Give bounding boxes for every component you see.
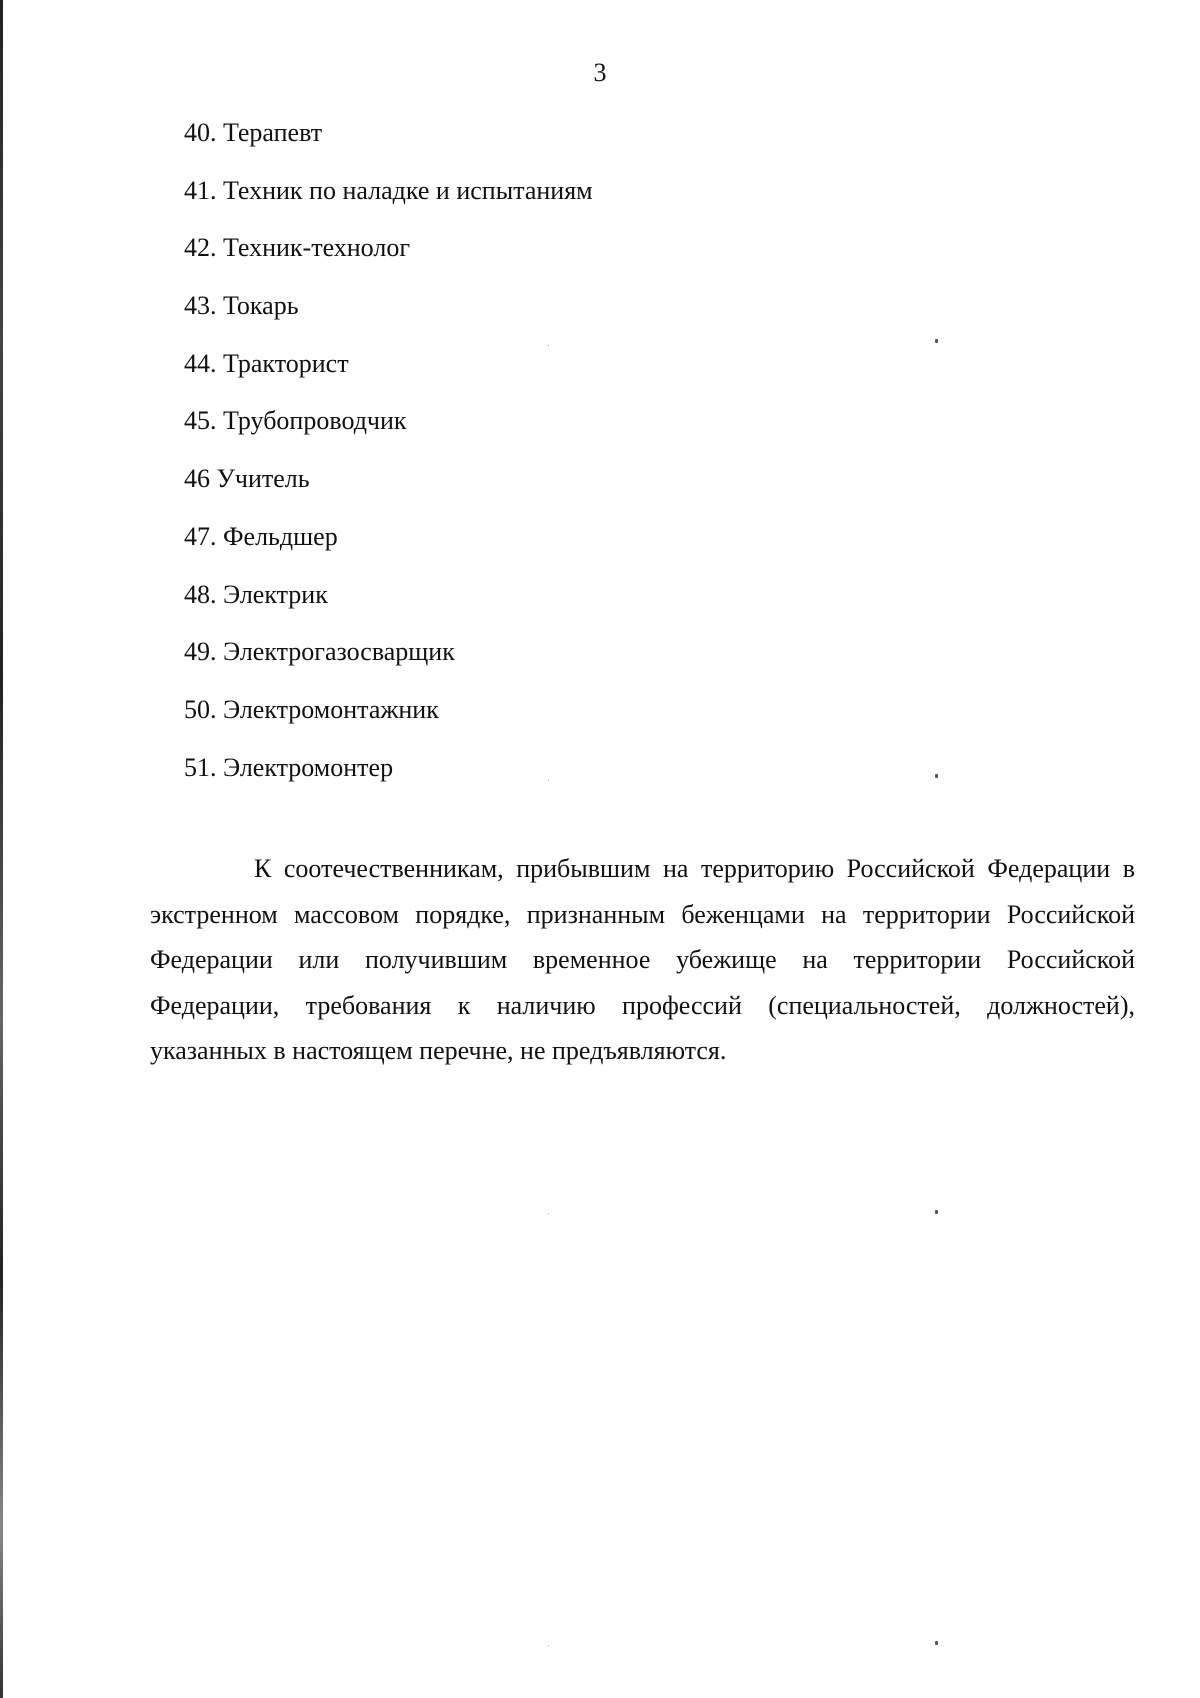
list-item: 41. Техник по наладке и испытаниям [184,175,593,205]
scan-dot [548,345,549,346]
list-item: 46 Учитель [184,464,310,494]
scan-speck [935,1641,938,1645]
scan-speck [935,1210,938,1214]
profession-list [184,118,593,810]
list-item: 40. Терапевт [184,118,323,147]
list-item: 47. Фельдшер [184,521,338,551]
list-item: 44. Тракторист [184,348,349,378]
scan-dot [548,1645,549,1646]
scan-edge [0,0,3,1698]
scan-dot [548,780,549,781]
list-item: 49. Электрогазосварщик [184,637,455,667]
list-item: 43. Токарь [184,291,299,321]
list-item: 42. Техник-технолог [184,233,410,263]
scan-dot [548,1213,549,1214]
page-number: 3 [593,58,607,87]
list-item: 45. Трубопроводчик [184,406,407,436]
list-item: 48. Электрик [184,579,328,609]
body-paragraph: К соотечественникам, прибывшим на территорию Российской Федерации в экстренном массовом порядке, признанным беженцами на территории Российской Федерации или получившим временное убежище на территории Российской Федерации, требования к наличию профессий (специальностей, должностей), указанных в настоящем перечне, не предъявляются. [150,854,1135,1066]
list-item: 50. Электромонтажник [184,694,439,724]
scan-speck [935,339,938,343]
list-item: 51. Электромонтер [184,752,394,782]
scan-speck [935,774,938,778]
